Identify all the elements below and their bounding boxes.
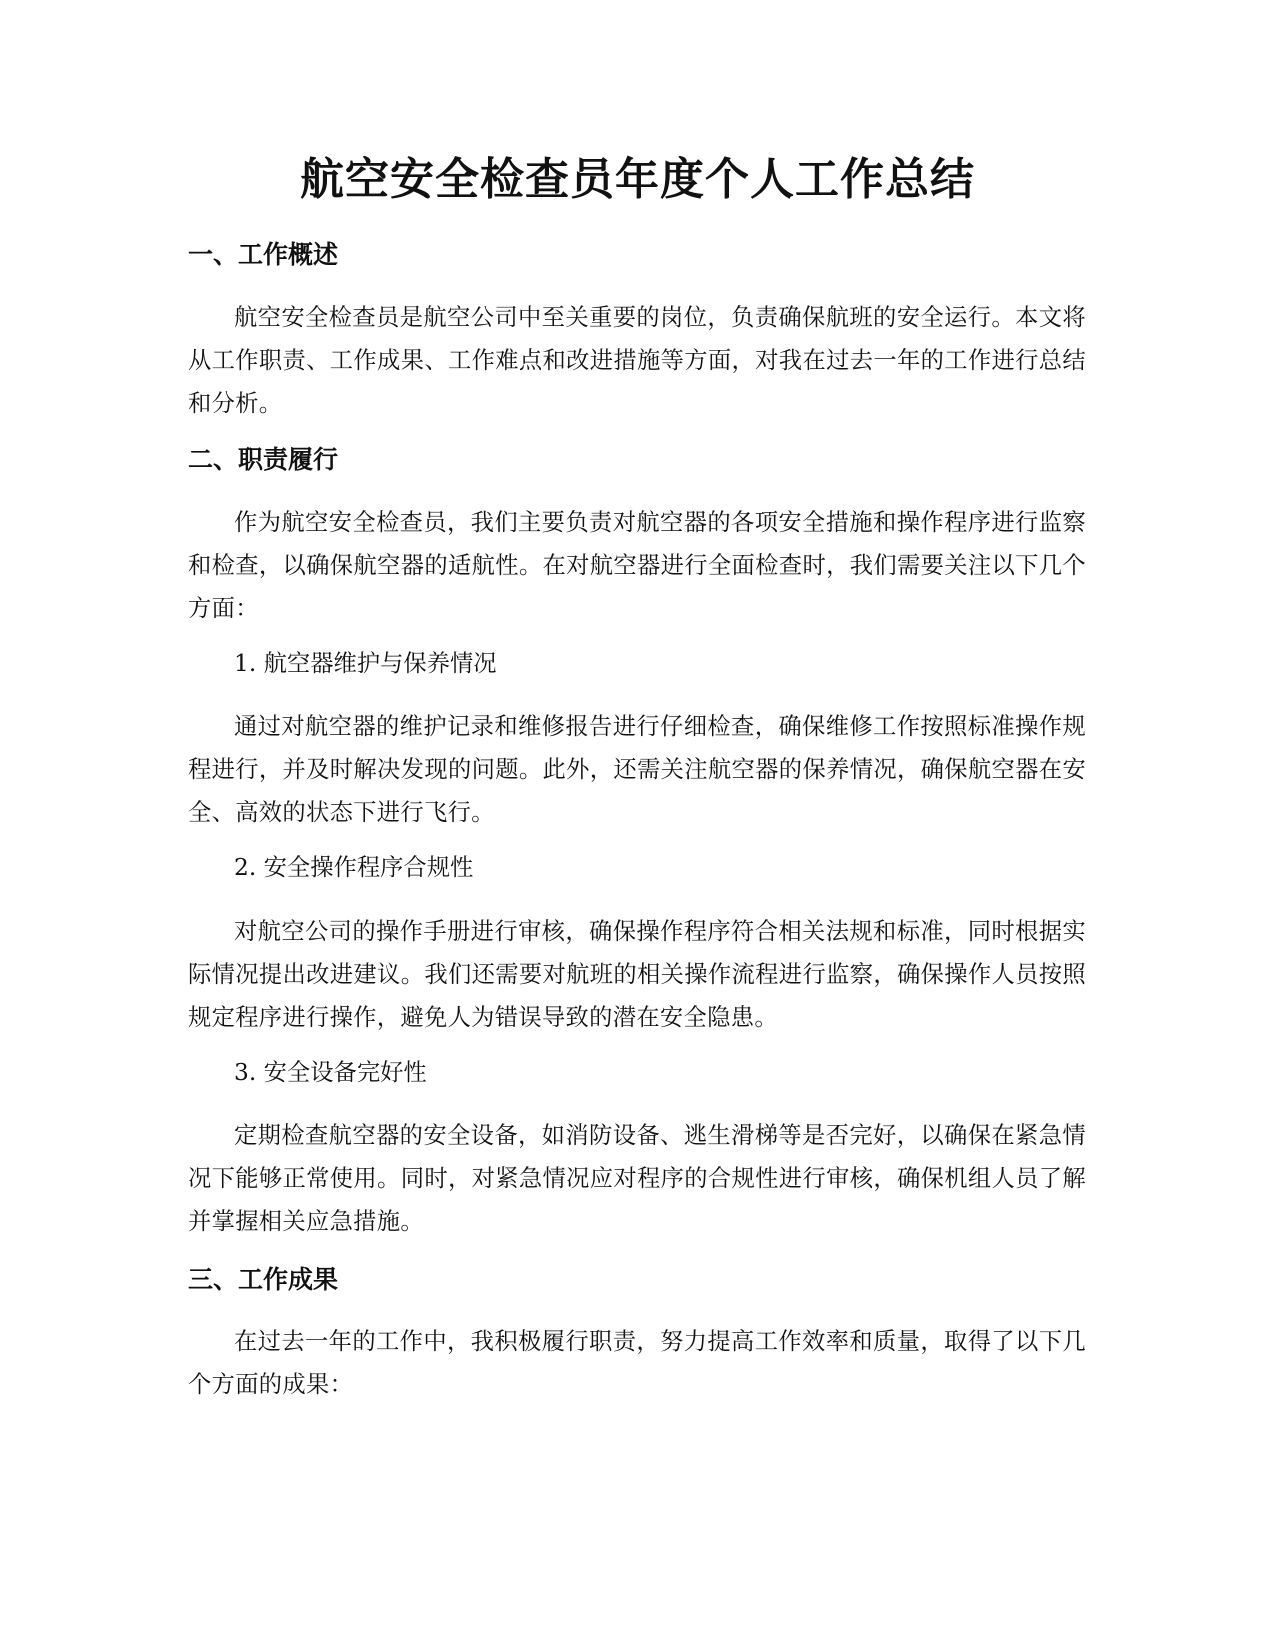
section-heading-duties: 二、职责履行: [188, 445, 339, 474]
duty-item-text-equipment: 定期检查航空器的安全设备，如消防设备、逃生滑梯等是否完好，以确保在紧急情况下能够正常使用。同时，对紧急情况应对程序的合规性进行审核，确保机组人员了解并掌握相关应急措施。: [188, 1122, 1086, 1235]
duty-item-label-compliance: 2. 安全操作程序合规性: [234, 854, 474, 881]
section-heading-overview: 一、工作概述: [188, 240, 339, 269]
duty-item-label-equipment: 3. 安全设备完好性: [234, 1059, 427, 1086]
duties-intro-paragraph: 作为航空安全检查员，我们主要负责对航空器的各项安全措施和操作程序进行监察和检查，以确保航空器的适航性。在对航空器进行全面检查时，我们需要关注以下几个方面：: [188, 509, 1086, 622]
overview-paragraph: 航空安全检查员是航空公司中至关重要的岗位，负责确保航班的安全运行。本文将从工作职责、工作成果、工作难点和改进措施等方面，对我在过去一年的工作进行总结和分析。: [188, 304, 1086, 417]
duty-item-text-compliance: 对航空公司的操作手册进行审核，确保操作程序符合相关法规和标准，同时根据实际情况提出改进建议。我们还需要对航班的相关操作流程进行监察，确保操作人员按照规定程序进行操作，避免人为错误导致的潜在安全隐患。: [188, 918, 1086, 1031]
section-heading-results: 三、工作成果: [188, 1265, 339, 1294]
results-paragraph: 在过去一年的工作中，我积极履行职责，努力提高工作效率和质量，取得了以下几个方面的成果：: [188, 1328, 1086, 1398]
duty-item-label-maintenance: 1. 航空器维护与保养情况: [234, 650, 497, 677]
duty-item-text-maintenance: 通过对航空器的维护记录和维修报告进行仔细检查，确保维修工作按照标准操作规程进行，并及时解决发现的问题。此外，还需关注航空器的保养情况，确保航空器在安全、高效的状态下进行飞行。: [188, 713, 1086, 826]
document-title: 航空安全检查员年度个人工作总结: [300, 154, 975, 205]
